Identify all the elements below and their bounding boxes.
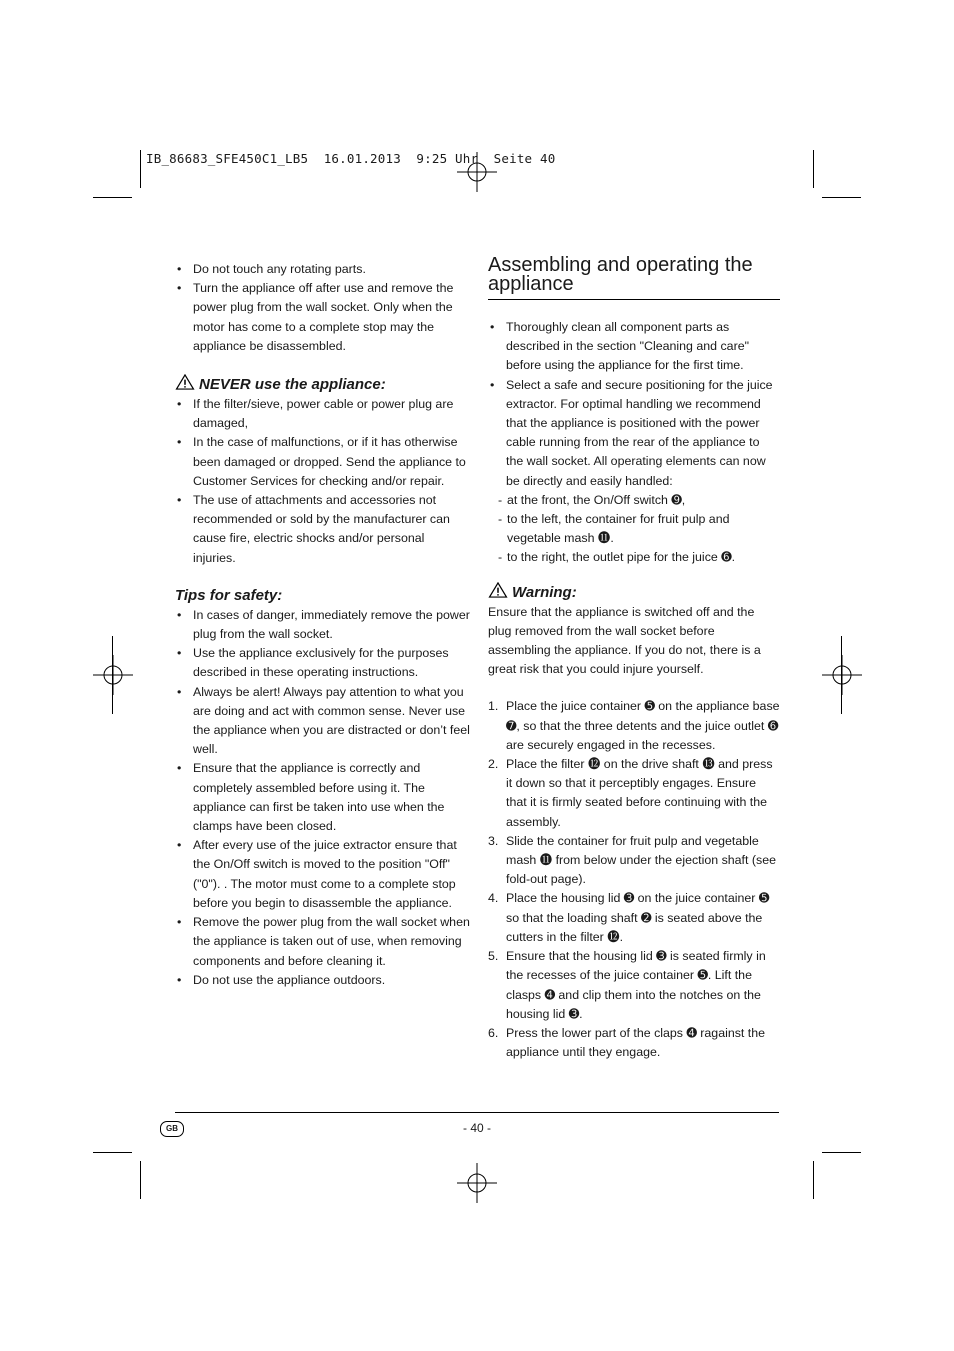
list-item: • If the filter/sieve, power cable or power plug are damaged,: [175, 395, 470, 433]
list-item: • Use the appliance exclusively for the purposes described in these operating instructions.: [175, 644, 470, 682]
text: to the right, the outlet pipe for the juice: [507, 550, 722, 565]
registration-mark-icon: [822, 655, 862, 695]
part-number: ➒: [671, 492, 682, 507]
text: .: [579, 1006, 583, 1021]
registration-mark-icon: [457, 1163, 497, 1203]
crop-mark: [813, 150, 814, 188]
crop-mark: [140, 150, 141, 188]
intro-list: [175, 260, 470, 356]
list-item: • Turn the appliance off after use and remove the power plug from the wall socket. Only when the motor has come to a complete stop may the appliance be disassembled.: [175, 279, 470, 356]
warning-heading: [488, 582, 780, 603]
page-number: - 40 -: [462, 1121, 491, 1135]
never-list: [175, 395, 470, 568]
text: .: [731, 550, 736, 565]
language-badge: GB: [160, 1121, 184, 1137]
list-item: • In the case of malfunctions, or if it has otherwise been damaged or dropped. Send the appliance to Customer Services for checking and/or repair.: [175, 433, 470, 491]
step-number: 5.: [488, 949, 499, 964]
list-item: [488, 376, 780, 568]
part-number: ➍: [544, 987, 555, 1002]
text: so that the loading shaft: [506, 910, 642, 925]
part-number: ➏: [767, 718, 779, 733]
footer-rule: [175, 1112, 779, 1113]
text: Ensure that the housing lid: [506, 949, 657, 964]
crop-mark: [93, 197, 132, 198]
step-item: [488, 889, 780, 947]
step-item: [488, 697, 780, 755]
part-number: ➍: [686, 1025, 697, 1040]
text: from below under the ejection shaft (see fold-out page).: [506, 853, 776, 887]
step-number: 1.: [488, 699, 499, 714]
text: , so that the three detents and the juice outlet: [516, 718, 768, 733]
list-item-text: Select a safe and secure positioning for the juice extractor. For optimal handling we recommend that the appliance is positioned with the power cable running from the rear of the appliance to the wall socket. All operating elements can now be directly and easily handled:: [506, 377, 773, 488]
crop-mark: [813, 1161, 814, 1199]
list-item: • Thoroughly clean all component parts as described in the section "Cleaning and care" before using the appliance for the first time.: [488, 318, 780, 376]
step-number: 4.: [488, 891, 499, 906]
part-number: ➌: [623, 891, 635, 906]
section-title: Assembling and operating the appliance: [488, 256, 780, 300]
crop-mark: [822, 1152, 861, 1153]
warning-text: Ensure that the appliance is switched off and the plug removed from the wall socket before assembling the appliance. If you do not, there is a great risk that you could injure yourself.: [488, 604, 761, 677]
part-number: ➌: [656, 949, 667, 964]
part-number: ⓬: [607, 929, 620, 944]
text: is seated above the cutters in the filter: [506, 910, 763, 944]
part-number: ⓫: [539, 853, 553, 868]
list-item: • Ensure that the appliance is correctly and completely assembled before using it. The appliance can first be taken into use when the clamps have been closed.: [175, 759, 470, 836]
print-slug: IB_86683_SFE450C1_LB5 16.01.2013 9:25 Uhr Seite 40: [146, 151, 556, 166]
warning-triangle-icon: [175, 374, 195, 390]
crop-mark: [841, 636, 842, 714]
text: on the appliance base: [654, 699, 780, 714]
crop-mark: [93, 1152, 132, 1153]
text: are securely engaged in the recesses.: [506, 737, 716, 752]
part-number: ➎: [697, 968, 708, 983]
text: .: [610, 531, 614, 546]
part-number: ➎: [758, 891, 770, 906]
registration-mark-icon: [457, 152, 497, 192]
warning-heading-text: Warning:: [512, 583, 577, 601]
text: and clip them into the notches on the housing lid: [506, 987, 761, 1021]
text: and press it down so that it perceptibly engages. Ensure that it is firmly seated before continuing with the assembly.: [506, 757, 773, 829]
text: .: [619, 929, 624, 944]
never-heading-text: NEVER use the appliance:: [199, 376, 386, 394]
text: ragainst the appliance until they engage.: [506, 1025, 766, 1060]
part-number: ⓭: [702, 757, 715, 772]
text: ,: [681, 492, 686, 507]
registration-mark-icon: [93, 655, 133, 695]
tips-heading: Tips for safety:: [175, 586, 283, 604]
text: on the drive shaft: [600, 757, 703, 772]
list-item: • In cases of danger, immediately remove the power plug from the wall socket.: [175, 606, 470, 644]
part-number: ➐: [506, 718, 517, 733]
part-number: ➌: [568, 1006, 580, 1021]
left-column: [175, 260, 470, 990]
list-item: • Always be alert! Always pay attention to what you are doing and act with common sense. Never use the appliance when you are distracted or don’t feel well.: [175, 683, 470, 760]
text: . Lift the clasps: [506, 968, 752, 1002]
part-number: ⓫: [597, 531, 611, 546]
text: at the front, the On/Off switch: [507, 492, 672, 507]
part-number: ➏: [721, 550, 732, 565]
text: to the left, the container for fruit pulp and vegetable mash: [507, 512, 730, 546]
text: Place the filter: [506, 757, 588, 772]
list-item: • Do not use the appliance outdoors.: [175, 971, 470, 990]
crop-mark: [140, 1161, 141, 1199]
warning-triangle-icon: [488, 582, 508, 598]
right-column: [488, 256, 780, 1062]
part-number: ➋: [641, 910, 652, 925]
step-number: 3.: [488, 833, 499, 848]
text: Place the housing lid: [506, 891, 624, 906]
sublist-item: [498, 491, 780, 510]
text: Place the juice container: [506, 699, 645, 714]
sublist-item: [498, 510, 780, 548]
step-item: [488, 755, 780, 832]
list-item: • Remove the power plug from the wall socket when the appliance is taken out of use, when removing components and before cleaning it.: [175, 913, 470, 971]
never-heading: [175, 374, 470, 395]
part-number: ⓬: [587, 757, 601, 772]
list-item: • Do not touch any rotating parts.: [175, 260, 470, 279]
tips-list: [175, 606, 470, 990]
list-item: • The use of attachments and accessories not recommended or sold by the manufacturer can cause fire, electric shocks and/or personal injuries.: [175, 491, 470, 568]
text: Press the lower part of the claps: [506, 1025, 687, 1040]
text: on the juice container: [634, 891, 759, 906]
crop-mark: [112, 636, 113, 714]
position-sublist: [498, 491, 780, 568]
step-item: [488, 1024, 780, 1062]
assembly-bullets: [488, 318, 780, 568]
step-number: 6.: [488, 1025, 499, 1040]
step-item: [488, 832, 780, 890]
step-item: [488, 947, 780, 1024]
text: is seated firmly in the recesses of the juice container: [506, 949, 766, 983]
text: Slide the container for fruit pulp and vegetable mash: [506, 833, 759, 868]
part-number: ➎: [644, 699, 655, 714]
crop-mark: [822, 197, 861, 198]
list-item: • After every use of the juice extractor ensure that the On/Off switch is moved to the position "Off" ("0"). . The motor must come to a complete stop before you begin to disassemble the appliance.: [175, 836, 470, 913]
sublist-item: [498, 548, 780, 567]
assembly-steps: [488, 697, 780, 1062]
step-number: 2.: [488, 757, 499, 772]
